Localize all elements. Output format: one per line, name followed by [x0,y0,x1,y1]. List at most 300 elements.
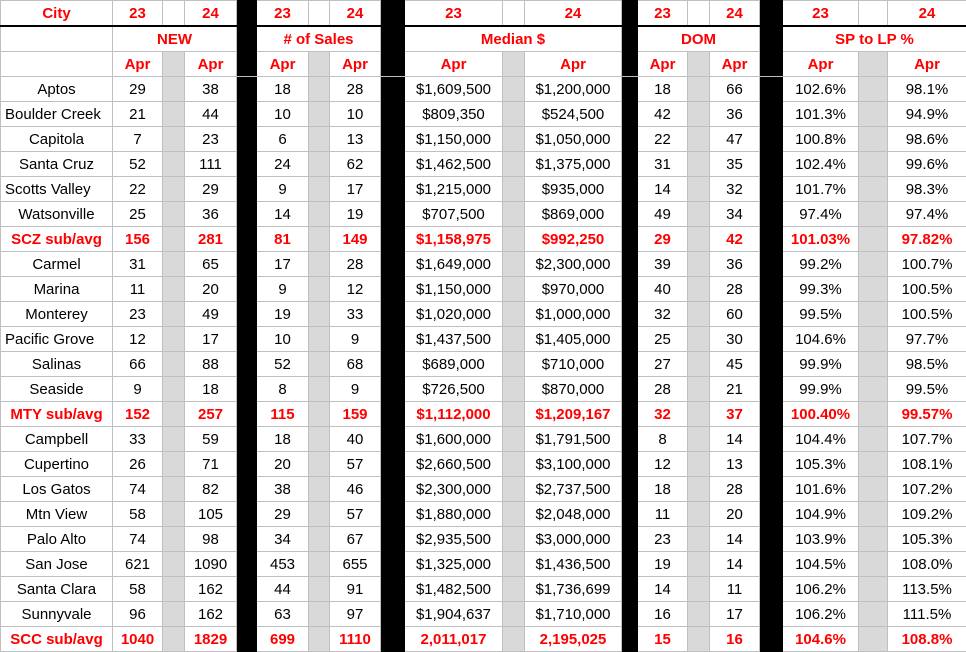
new-listings-2023-cell[interactable]: 74 [113,477,163,502]
sales-count-2023-cell[interactable]: 9 [257,177,309,202]
city-name-cell[interactable]: Los Gatos [1,477,113,502]
sales-count-2023-cell[interactable]: 44 [257,577,309,602]
new-listings-2024-cell[interactable]: 162 [185,602,237,627]
city-name-cell[interactable]: Sunnyvale [1,602,113,627]
median-price-2023-cell[interactable]: $1,600,000 [405,427,503,452]
days-on-market-2023-cell[interactable]: 19 [638,552,688,577]
spacer-cell[interactable] [309,402,330,427]
sp-to-lp-2024-cell[interactable]: 105.3% [888,527,966,552]
new-listings-2023-cell[interactable]: 156 [113,227,163,252]
spacer-cell[interactable] [163,452,185,477]
median-price-2024-cell[interactable]: $1,436,500 [525,552,622,577]
spacer-cell[interactable] [688,102,710,127]
sales-count-2023-cell[interactable]: 699 [257,627,309,652]
empty-header-cell[interactable] [1,26,113,52]
spacer-cell[interactable] [503,202,525,227]
spacer-cell[interactable] [163,627,185,652]
new-listings-2023-cell[interactable]: 74 [113,527,163,552]
spacer-cell[interactable] [859,602,888,627]
number-of-sales-group-header[interactable]: # of Sales [257,26,381,52]
sp-to-lp-2024-cell[interactable]: 108.1% [888,452,966,477]
spacer-cell[interactable] [688,602,710,627]
sp-to-lp-2024-cell[interactable]: 97.7% [888,327,966,352]
median-price-2024-cell[interactable]: $935,000 [525,177,622,202]
days-on-market-2023-cell[interactable]: 31 [638,152,688,177]
city-name-cell[interactable]: Boulder Creek [1,102,113,127]
days-on-market-2023-cell[interactable]: 18 [638,77,688,102]
sales-count-2023-cell[interactable]: 18 [257,427,309,452]
sp-to-lp-2023-cell[interactable]: 97.4% [783,202,859,227]
spacer-cell[interactable] [503,402,525,427]
new-listings-2023-cell[interactable]: 12 [113,327,163,352]
days-on-market-2024-cell[interactable]: 30 [710,327,760,352]
median-price-2023-cell[interactable]: $1,150,000 [405,277,503,302]
days-on-market-2023-cell[interactable]: 11 [638,502,688,527]
sales-count-2023-cell[interactable]: 20 [257,452,309,477]
new-listings-2023-cell[interactable]: 9 [113,377,163,402]
sp-to-lp-2023-cell[interactable]: 99.9% [783,352,859,377]
empty-header-cell[interactable] [1,52,113,77]
new-listings-2024-cell[interactable]: 65 [185,252,237,277]
sp-to-lp-2023-cell[interactable]: 104.6% [783,627,859,652]
month-header[interactable]: Apr [710,52,760,77]
month-header[interactable]: Apr [888,52,966,77]
subtotal-label[interactable]: MTY sub/avg [1,402,113,427]
city-name-cell[interactable]: Santa Cruz [1,152,113,177]
spacer-cell[interactable] [688,477,710,502]
spacer-cell[interactable] [503,327,525,352]
sales-count-2023-cell[interactable]: 18 [257,77,309,102]
median-price-2023-cell[interactable]: $2,300,000 [405,477,503,502]
spacer-cell[interactable] [163,602,185,627]
days-on-market-2023-cell[interactable]: 14 [638,577,688,602]
sp-to-lp-2023-cell[interactable]: 102.6% [783,77,859,102]
median-year-23-header[interactable]: 23 [405,1,503,27]
city-column-header[interactable]: City [1,1,113,27]
median-price-2023-cell[interactable]: $809,350 [405,102,503,127]
spacer-cell[interactable] [309,77,330,102]
sales-count-2023-cell[interactable]: 24 [257,152,309,177]
median-price-2024-cell[interactable]: $970,000 [525,277,622,302]
median-price-group-header[interactable]: Median $ [405,26,622,52]
new-listings-2024-cell[interactable]: 71 [185,452,237,477]
spacer-cell[interactable] [859,77,888,102]
spacer-cell[interactable] [163,477,185,502]
sp-to-lp-2024-cell[interactable]: 100.5% [888,302,966,327]
new-listings-2023-cell[interactable]: 22 [113,177,163,202]
days-on-market-2023-cell[interactable]: 49 [638,202,688,227]
median-price-2023-cell[interactable]: $1,112,000 [405,402,503,427]
sales-count-2024-cell[interactable]: 17 [330,177,381,202]
spacer-cell[interactable] [688,352,710,377]
spacer-cell[interactable] [688,502,710,527]
new-listings-2024-cell[interactable]: 59 [185,427,237,452]
spacer-cell[interactable] [309,627,330,652]
sales-count-2024-cell[interactable]: 62 [330,152,381,177]
spacer-cell[interactable] [163,277,185,302]
days-on-market-2023-cell[interactable]: 42 [638,102,688,127]
spacer-cell[interactable] [503,127,525,152]
days-on-market-2024-cell[interactable]: 14 [710,552,760,577]
spacer-cell[interactable] [163,327,185,352]
new-listings-2024-cell[interactable]: 23 [185,127,237,152]
spacer-cell[interactable] [309,577,330,602]
new-listings-2023-cell[interactable]: 31 [113,252,163,277]
spacer-cell[interactable] [163,552,185,577]
city-name-cell[interactable]: Salinas [1,352,113,377]
median-price-2024-cell[interactable]: $524,500 [525,102,622,127]
median-price-2023-cell[interactable]: $1,462,500 [405,152,503,177]
days-on-market-2023-cell[interactable]: 14 [638,177,688,202]
new-listings-2024-cell[interactable]: 29 [185,177,237,202]
spacer-cell[interactable] [503,552,525,577]
spacer-cell[interactable] [163,377,185,402]
city-name-cell[interactable]: Cupertino [1,452,113,477]
sp-to-lp-2024-cell[interactable]: 107.7% [888,427,966,452]
days-on-market-2023-cell[interactable]: 40 [638,277,688,302]
spacer-cell[interactable] [503,502,525,527]
city-name-cell[interactable]: Monterey [1,302,113,327]
days-on-market-2023-cell[interactable]: 25 [638,327,688,352]
days-on-market-2024-cell[interactable]: 14 [710,527,760,552]
median-price-2024-cell[interactable]: $710,000 [525,352,622,377]
spacer-cell[interactable] [503,152,525,177]
sales-count-2023-cell[interactable]: 34 [257,527,309,552]
sales-count-2023-cell[interactable]: 14 [257,202,309,227]
city-name-cell[interactable]: Santa Clara [1,577,113,602]
days-on-market-2024-cell[interactable]: 11 [710,577,760,602]
sales-count-2024-cell[interactable]: 68 [330,352,381,377]
median-price-2024-cell[interactable]: $1,405,000 [525,327,622,352]
new-listings-2023-cell[interactable]: 58 [113,577,163,602]
sales-count-2024-cell[interactable]: 9 [330,377,381,402]
days-on-market-2024-cell[interactable]: 32 [710,177,760,202]
new-listings-2024-cell[interactable]: 88 [185,352,237,377]
spacer-cell[interactable] [163,502,185,527]
new-listings-group-header[interactable]: NEW [113,26,237,52]
sales-count-2023-cell[interactable]: 17 [257,252,309,277]
median-price-2024-cell[interactable]: $1,736,699 [525,577,622,602]
city-name-cell[interactable]: Watsonville [1,202,113,227]
sales-count-2023-cell[interactable]: 81 [257,227,309,252]
sp-to-lp-2024-cell[interactable]: 98.5% [888,352,966,377]
sales-count-2023-cell[interactable]: 52 [257,352,309,377]
spacer-cell[interactable] [503,52,525,77]
sales-count-2024-cell[interactable]: 57 [330,452,381,477]
days-on-market-2023-cell[interactable]: 32 [638,302,688,327]
spacer-cell[interactable] [859,327,888,352]
sales-count-2023-cell[interactable]: 38 [257,477,309,502]
new-listings-2023-cell[interactable]: 621 [113,552,163,577]
sales-count-2024-cell[interactable]: 12 [330,277,381,302]
spacer-cell[interactable] [163,577,185,602]
sales-count-2024-cell[interactable]: 19 [330,202,381,227]
sp-to-lp-2024-cell[interactable]: 98.3% [888,177,966,202]
sales-count-2023-cell[interactable]: 453 [257,552,309,577]
spacer-cell[interactable] [503,627,525,652]
spacer-cell[interactable] [163,152,185,177]
month-header[interactable]: Apr [113,52,163,77]
sales-count-2023-cell[interactable]: 10 [257,102,309,127]
city-name-cell[interactable]: Scotts Valley [1,177,113,202]
city-name-cell[interactable]: Pacific Grove [1,327,113,352]
spacer-cell[interactable] [503,252,525,277]
sales-count-2024-cell[interactable]: 13 [330,127,381,152]
city-name-cell[interactable]: Capitola [1,127,113,152]
new-listings-2024-cell[interactable]: 82 [185,477,237,502]
sales-count-2023-cell[interactable]: 10 [257,327,309,352]
median-price-2024-cell[interactable]: $3,000,000 [525,527,622,552]
median-price-2024-cell[interactable]: $2,048,000 [525,502,622,527]
spacer-cell[interactable] [309,552,330,577]
month-header[interactable]: Apr [185,52,237,77]
days-on-market-2023-cell[interactable]: 32 [638,402,688,427]
spacer-cell[interactable] [688,302,710,327]
sp-to-lp-2024-cell[interactable]: 99.5% [888,377,966,402]
days-on-market-2024-cell[interactable]: 35 [710,152,760,177]
days-on-market-2023-cell[interactable]: 23 [638,527,688,552]
spacer-cell[interactable] [688,77,710,102]
spacer-cell[interactable] [688,627,710,652]
median-price-2023-cell[interactable]: $689,000 [405,352,503,377]
spacer-cell[interactable] [309,252,330,277]
spacer-cell[interactable] [503,77,525,102]
sp-lp-year-23-header[interactable]: 23 [783,1,859,27]
sp-to-lp-2023-cell[interactable]: 104.5% [783,552,859,577]
spacer-cell[interactable] [163,52,185,77]
new-listings-2023-cell[interactable]: 152 [113,402,163,427]
sp-to-lp-2024-cell[interactable]: 97.4% [888,202,966,227]
spacer-cell[interactable] [309,52,330,77]
days-on-market-2024-cell[interactable]: 21 [710,377,760,402]
sp-to-lp-2023-cell[interactable]: 101.6% [783,477,859,502]
new-listings-2024-cell[interactable]: 44 [185,102,237,127]
sp-to-lp-2023-cell[interactable]: 105.3% [783,452,859,477]
median-price-2023-cell[interactable]: $1,482,500 [405,577,503,602]
spacer-cell[interactable] [309,227,330,252]
spacer-cell[interactable] [688,127,710,152]
days-on-market-2023-cell[interactable]: 39 [638,252,688,277]
spacer-cell[interactable] [859,127,888,152]
new-listings-2024-cell[interactable]: 257 [185,402,237,427]
spacer-cell[interactable] [309,477,330,502]
spacer-cell[interactable] [859,1,888,27]
sales-count-2024-cell[interactable]: 655 [330,552,381,577]
spacer-cell[interactable] [503,352,525,377]
new-listings-2024-cell[interactable]: 105 [185,502,237,527]
new-listings-2024-cell[interactable]: 18 [185,377,237,402]
dom-year-23-header[interactable]: 23 [638,1,688,27]
spacer-cell[interactable] [859,402,888,427]
new-listings-2023-cell[interactable]: 21 [113,102,163,127]
days-on-market-2024-cell[interactable]: 17 [710,602,760,627]
new-listings-2024-cell[interactable]: 36 [185,202,237,227]
sp-to-lp-2023-cell[interactable]: 106.2% [783,577,859,602]
new-listings-2024-cell[interactable]: 281 [185,227,237,252]
sp-to-lp-2023-cell[interactable]: 101.03% [783,227,859,252]
sp-to-lp-2024-cell[interactable]: 94.9% [888,102,966,127]
days-on-market-2024-cell[interactable]: 28 [710,477,760,502]
spacer-cell[interactable] [859,152,888,177]
spacer-cell[interactable] [309,452,330,477]
median-price-2023-cell[interactable]: $1,609,500 [405,77,503,102]
sp-to-lp-2024-cell[interactable]: 99.6% [888,152,966,177]
sales-count-2024-cell[interactable]: 28 [330,77,381,102]
new-listings-2024-cell[interactable]: 1829 [185,627,237,652]
city-name-cell[interactable]: Campbell [1,427,113,452]
sp-to-lp-2023-cell[interactable]: 100.8% [783,127,859,152]
sales-count-2023-cell[interactable]: 6 [257,127,309,152]
spacer-cell[interactable] [688,202,710,227]
sales-count-2024-cell[interactable]: 97 [330,602,381,627]
sales-count-2024-cell[interactable]: 67 [330,527,381,552]
spacer-cell[interactable] [503,527,525,552]
sp-lp-year-24-header[interactable]: 24 [888,1,966,27]
city-name-cell[interactable]: Palo Alto [1,527,113,552]
spacer-cell[interactable] [309,352,330,377]
spacer-cell[interactable] [859,302,888,327]
new-listings-2023-cell[interactable]: 66 [113,352,163,377]
city-name-cell[interactable]: Mtn View [1,502,113,527]
sales-count-2023-cell[interactable]: 19 [257,302,309,327]
spacer-cell[interactable] [859,477,888,502]
spacer-cell[interactable] [503,452,525,477]
median-price-2024-cell[interactable]: $870,000 [525,377,622,402]
sales-count-2024-cell[interactable]: 28 [330,252,381,277]
sales-count-2024-cell[interactable]: 10 [330,102,381,127]
spacer-cell[interactable] [688,577,710,602]
new-year-23-header[interactable]: 23 [113,1,163,27]
spacer-cell[interactable] [688,52,710,77]
days-on-market-2024-cell[interactable]: 60 [710,302,760,327]
spacer-cell[interactable] [859,102,888,127]
spacer-cell[interactable] [859,202,888,227]
median-price-2023-cell[interactable]: $1,215,000 [405,177,503,202]
sp-to-lp-2023-cell[interactable]: 99.3% [783,277,859,302]
spacer-cell[interactable] [859,577,888,602]
month-header[interactable]: Apr [405,52,503,77]
spacer-cell[interactable] [163,177,185,202]
spacer-cell[interactable] [688,527,710,552]
spacer-cell[interactable] [859,527,888,552]
new-listings-2024-cell[interactable]: 111 [185,152,237,177]
median-price-2024-cell[interactable]: $2,300,000 [525,252,622,277]
sales-count-2023-cell[interactable]: 63 [257,602,309,627]
spacer-cell[interactable] [309,152,330,177]
sales-count-2023-cell[interactable]: 8 [257,377,309,402]
new-listings-2023-cell[interactable]: 23 [113,302,163,327]
new-listings-2023-cell[interactable]: 29 [113,77,163,102]
city-name-cell[interactable]: Seaside [1,377,113,402]
days-on-market-2023-cell[interactable]: 15 [638,627,688,652]
spacer-cell[interactable] [503,602,525,627]
new-listings-2023-cell[interactable]: 33 [113,427,163,452]
spacer-cell[interactable] [309,127,330,152]
spacer-cell[interactable] [503,177,525,202]
sp-to-lp-2023-cell[interactable]: 103.9% [783,527,859,552]
median-price-2023-cell[interactable]: $726,500 [405,377,503,402]
sp-to-lp-2024-cell[interactable]: 98.1% [888,77,966,102]
spacer-cell[interactable] [688,152,710,177]
spacer-cell[interactable] [309,327,330,352]
spacer-cell[interactable] [309,1,330,27]
dom-group-header[interactable]: DOM [638,26,760,52]
median-price-2024-cell[interactable]: $1,050,000 [525,127,622,152]
spacer-cell[interactable] [309,277,330,302]
median-price-2024-cell[interactable]: $1,000,000 [525,302,622,327]
spacer-cell[interactable] [859,377,888,402]
spacer-cell[interactable] [503,427,525,452]
spacer-cell[interactable] [163,1,185,27]
new-listings-2024-cell[interactable]: 98 [185,527,237,552]
sales-count-2024-cell[interactable]: 33 [330,302,381,327]
spacer-cell[interactable] [309,527,330,552]
spacer-cell[interactable] [688,1,710,27]
spacer-cell[interactable] [503,477,525,502]
spacer-cell[interactable] [688,177,710,202]
spacer-cell[interactable] [503,577,525,602]
sp-to-lp-2024-cell[interactable]: 107.2% [888,477,966,502]
spacer-cell[interactable] [688,427,710,452]
month-header[interactable]: Apr [330,52,381,77]
spacer-cell[interactable] [688,277,710,302]
sales-count-2024-cell[interactable]: 46 [330,477,381,502]
spacer-cell[interactable] [309,377,330,402]
spacer-cell[interactable] [309,177,330,202]
spacer-cell[interactable] [163,402,185,427]
sales-count-2024-cell[interactable]: 149 [330,227,381,252]
median-price-2023-cell[interactable]: $1,158,975 [405,227,503,252]
median-price-2023-cell[interactable]: $1,904,637 [405,602,503,627]
new-listings-2023-cell[interactable]: 58 [113,502,163,527]
subtotal-label[interactable]: SCC sub/avg [1,627,113,652]
median-year-24-header[interactable]: 24 [525,1,622,27]
median-price-2024-cell[interactable]: $869,000 [525,202,622,227]
days-on-market-2024-cell[interactable]: 36 [710,102,760,127]
subtotal-label[interactable]: SCZ sub/avg [1,227,113,252]
sp-to-lp-2023-cell[interactable]: 99.9% [783,377,859,402]
days-on-market-2024-cell[interactable]: 13 [710,452,760,477]
days-on-market-2023-cell[interactable]: 29 [638,227,688,252]
median-price-2023-cell[interactable]: $1,325,000 [405,552,503,577]
sp-to-lp-2023-cell[interactable]: 104.6% [783,327,859,352]
days-on-market-2024-cell[interactable]: 16 [710,627,760,652]
month-header[interactable]: Apr [525,52,622,77]
spacer-cell[interactable] [309,427,330,452]
median-price-2023-cell[interactable]: $1,437,500 [405,327,503,352]
spacer-cell[interactable] [163,527,185,552]
sales-count-2024-cell[interactable]: 9 [330,327,381,352]
median-price-2023-cell[interactable]: $1,020,000 [405,302,503,327]
days-on-market-2024-cell[interactable]: 36 [710,252,760,277]
spacer-cell[interactable] [503,1,525,27]
new-listings-2024-cell[interactable]: 1090 [185,552,237,577]
new-listings-2023-cell[interactable]: 7 [113,127,163,152]
sp-to-lp-2023-cell[interactable]: 104.4% [783,427,859,452]
new-listings-2023-cell[interactable]: 25 [113,202,163,227]
spacer-cell[interactable] [309,102,330,127]
city-name-cell[interactable]: Carmel [1,252,113,277]
new-listings-2024-cell[interactable]: 49 [185,302,237,327]
new-listings-2024-cell[interactable]: 162 [185,577,237,602]
sp-to-lp-group-header[interactable]: SP to LP % [783,26,966,52]
spacer-cell[interactable] [859,352,888,377]
spacer-cell[interactable] [503,102,525,127]
spacer-cell[interactable] [163,427,185,452]
median-price-2024-cell[interactable]: $1,791,500 [525,427,622,452]
spacer-cell[interactable] [859,452,888,477]
new-listings-2023-cell[interactable]: 96 [113,602,163,627]
